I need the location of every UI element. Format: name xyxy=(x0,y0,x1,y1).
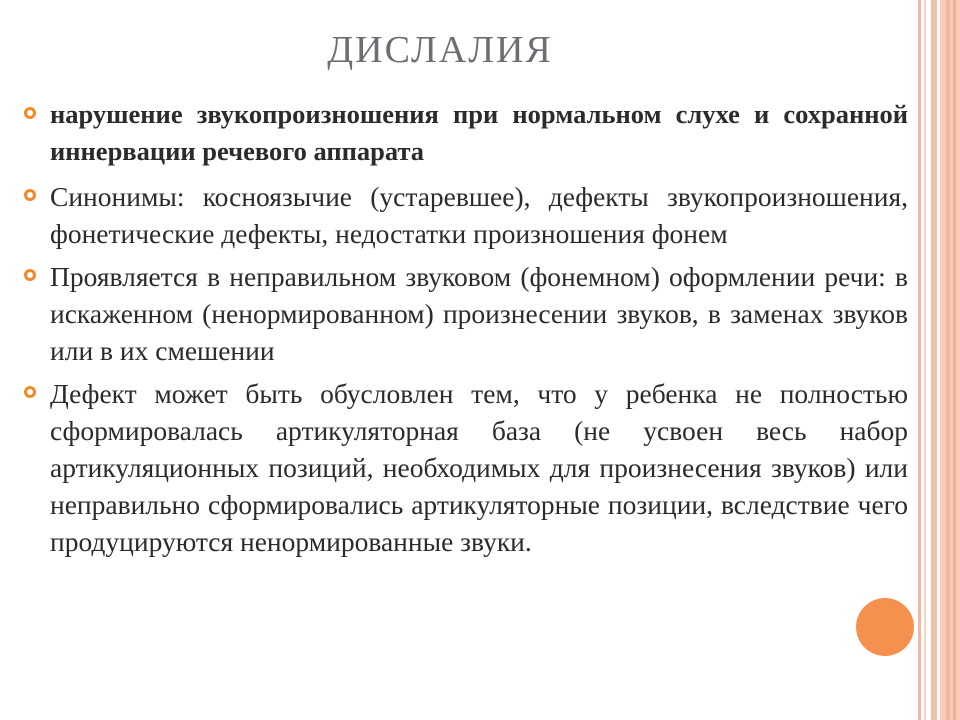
bullet-item-synonyms xyxy=(20,178,908,252)
decorative-stripe xyxy=(953,0,956,720)
decorative-stripe xyxy=(940,0,960,720)
bullet-circle-icon xyxy=(24,269,36,281)
bullet-item-manifestation xyxy=(20,258,908,369)
bullet-item-cause xyxy=(20,375,908,560)
bullet-list xyxy=(20,96,908,566)
bullet-circle-icon xyxy=(24,107,36,119)
decorative-circle xyxy=(856,598,914,656)
bullet-text: нарушение звукопроизношения при нормальном слухе и сохранной иннервации речевого аппарата xyxy=(50,99,908,166)
bullet-circle-icon xyxy=(24,386,36,398)
bullet-circle-icon xyxy=(24,189,36,201)
bullet-text: Проявляется в неправильном звуковом (фонемном) оформлении речи: в искаженном (ненормированном) произнесении звуков, в заменах звуков или в их смешении xyxy=(50,261,908,366)
decorative-stripe xyxy=(946,0,950,720)
bullet-text: Дефект может быть обусловлен тем, что у ребенка не полностью сформировалась артикуляторная база (не усвоен весь набор артикуляционных позиций, необходимых для произнесения звуков) или неправильно сформировались артикуляторные позиции, вследствие чего продуцируются ненормированные звуки. xyxy=(50,378,908,557)
bullet-item-definition xyxy=(20,96,908,170)
decorative-stripe xyxy=(924,0,926,720)
decorative-stripe xyxy=(918,0,921,720)
bullet-text: Синонимы: косноязычие (устаревшее), дефекты звукопроизношения, фонетические дефекты, недостатки произношения фонем xyxy=(50,181,908,249)
decorative-stripe xyxy=(931,0,937,720)
slide-title: ДИСЛАЛИЯ xyxy=(327,29,553,71)
